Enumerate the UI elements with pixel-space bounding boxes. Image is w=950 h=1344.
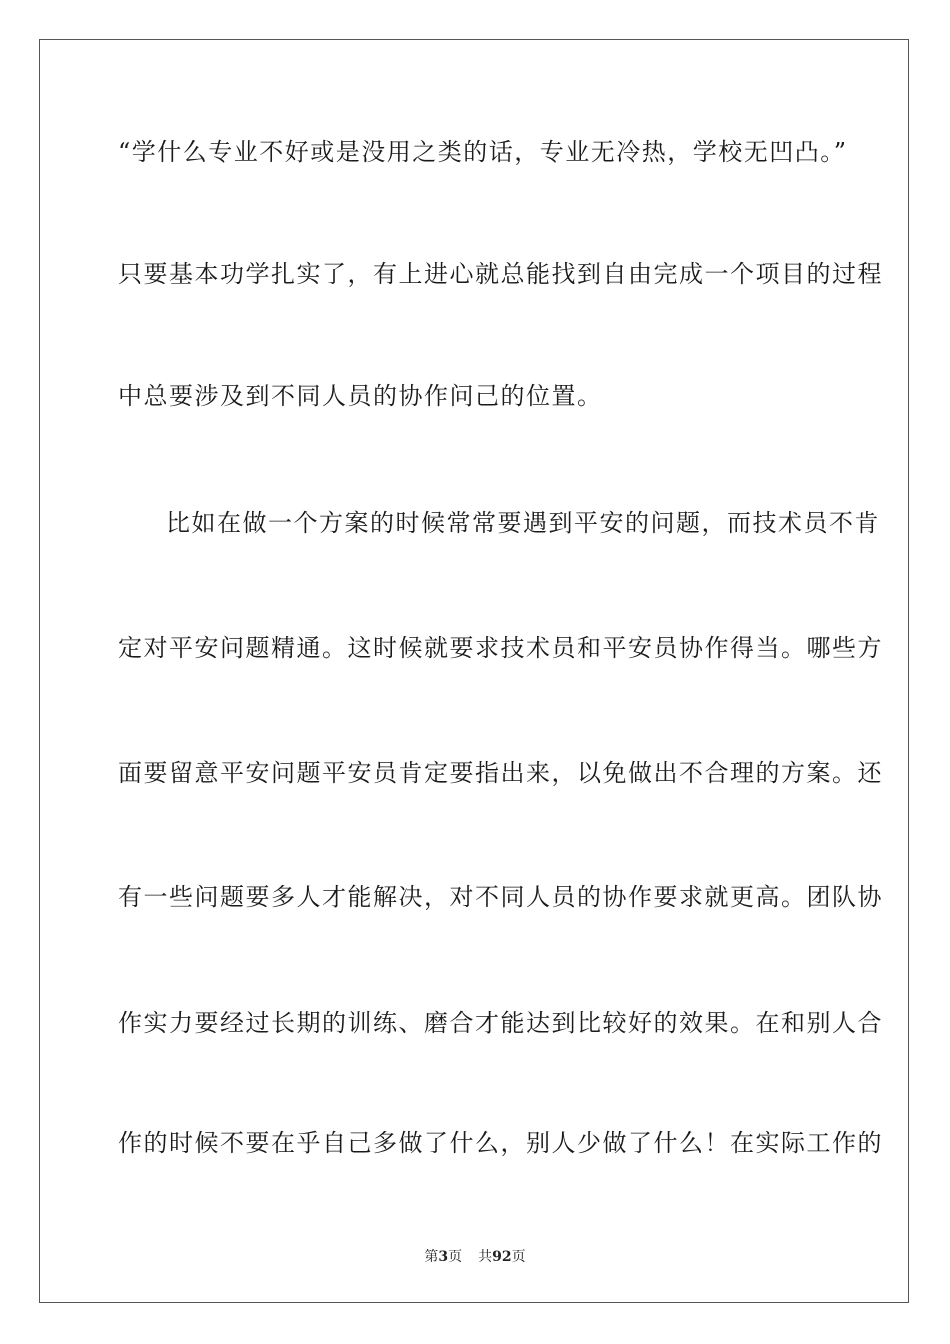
text-line-8: 作实力要经过长期的训练、磨合才能达到比较好的效果。在和别人合 <box>118 1009 883 1037</box>
text-line-1: “学什么专业不好或是没用之类的话，专业无冷热，学校无凹凸。” <box>118 138 848 166</box>
page-number: 3 <box>438 1249 449 1265</box>
page-prefix: 第 <box>424 1249 439 1265</box>
page-suffix: 页 <box>448 1249 463 1265</box>
paragraph-start-line: 比如在做一个方案的时候常常要遇到平安的问题，而技术员不肯 <box>166 509 880 537</box>
total-suffix: 页 <box>511 1249 526 1265</box>
text-line-9: 作的时候不要在乎自己多做了什么，别人少做了什么！在实际工作的 <box>118 1129 883 1157</box>
page-border <box>39 39 909 1303</box>
total-prefix: 共 <box>478 1249 493 1265</box>
text-line-2: 只要基本功学扎实了，有上进心就总能找到自由完成一个项目的过程 <box>118 260 883 288</box>
total-pages: 92 <box>492 1249 512 1265</box>
text-line-3: 中总要涉及到不同人员的协作问己的位置。 <box>118 382 603 410</box>
text-line-7: 有一些问题要多人才能解决，对不同人员的协作要求就更高。团队协 <box>118 883 883 911</box>
page-footer <box>0 1248 950 1266</box>
text-line-6: 面要留意平安问题平安员肯定要指出来，以免做出不合理的方案。还 <box>118 759 883 787</box>
text-line-5: 定对平安问题精通。这时候就要求技术员和平安员协作得当。哪些方 <box>118 634 883 662</box>
